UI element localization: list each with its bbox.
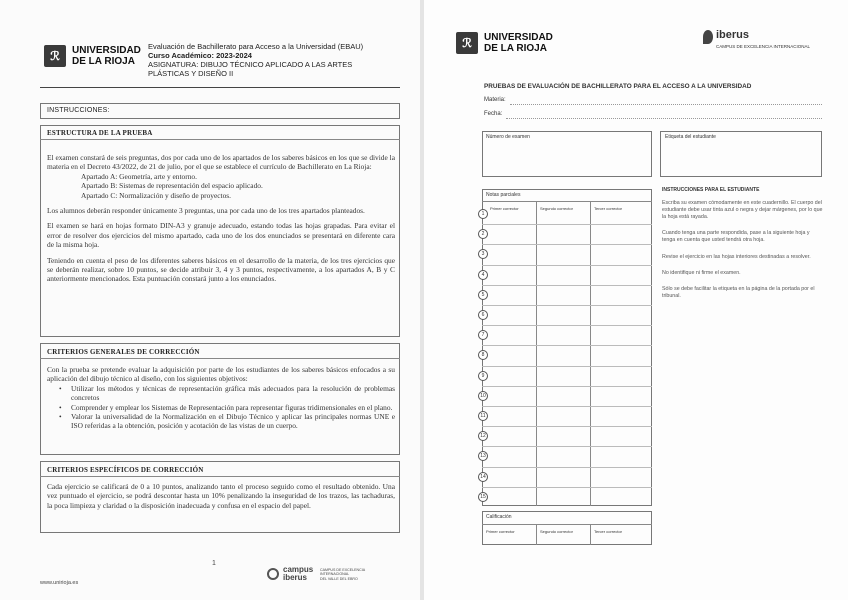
table-row-divider [482,285,652,286]
notas-parciales-label: Notas parciales [486,192,521,198]
criterios-especificos-rule [40,476,400,477]
instruccion-3: Revise el ejercicio en las hojas interiores destinadas a resolver. [662,254,811,260]
etiqueta-label: Etiqueta del estudiante [665,134,716,140]
table-row-divider [482,426,652,427]
question-number: 7 [478,330,488,340]
footer-campus: campus iberus [283,565,314,582]
table-divider [482,524,652,525]
table-row-divider [482,487,652,488]
criterios-especificos-text: Cada ejercicio se calificará de 0 a 10 puntos, analizando tanto el proceso seguido como el resultado obtenido. Una vez puntuado el ejercicio, se podrá descontar hasta un 10% penalizando la inseguridad de los trazos, las tachaduras, la poca limpieza y claridad o la disposición inadecuada y confusa en el espacio del papel. [47,482,395,510]
table-row-divider [482,467,652,468]
question-number: 15 [478,492,488,502]
notas-col-header: Primer corrector [490,206,519,211]
table-row-divider [482,366,652,367]
university-logo-icon: ℛ [456,32,478,54]
question-number: 14 [478,472,488,482]
table-col-divider [536,524,537,545]
question-number: 13 [478,451,488,461]
instruccion-5: Sólo se debe facilitar la etiqueta en la página de la portada por el tribunal. [662,286,815,299]
campus-iberus-logo-icon [267,568,279,580]
notas-col-header: Segundo corrector [540,206,573,211]
question-number: 8 [478,350,488,360]
criterios-generales-text: Con la prueba se pretende evaluar la adquisición por parte de los estudiantes de los saberes básicos enfocados a su aplicación del dibujo técnico al diseño, con los siguientes objetivos: • Utilizar los métodos y técnicas de representación gráfica más adecuados para la resolución de problemas concretos • Comprender y emplear los Sistemas de Representación para representar figuras tridimensionales en el plano. • Valorar la universalidad de la Normalización en el Dibujo Técnico y aplicar las principales normas UNE e ISO referidas a la obtención, posición y acotación de las vistas de un cuerpo. [47,365,395,431]
university-logo-icon: ℛ [44,45,66,67]
criterios-generales-title: CRITERIOS GENERALES DE CORRECCIÓN [47,348,200,356]
fecha-field[interactable] [506,118,822,119]
page-number: 1 [212,560,216,567]
calificacion-label: Calificación [486,514,512,520]
exam-title: PRUEBAS DE EVALUACIÓN DE BACHILLERATO PARA EL ACCESO A LA UNIVERSIDAD [484,83,752,90]
footer-url: www.unirioja.es [40,580,79,586]
question-number: 3 [478,249,488,259]
table-col-divider [590,524,591,545]
exam-header: Evaluación de Bachillerato para Acceso a la Universidad (EBAU) Curso Académico: 2023-2024 ASIGNATURA: DIBUJO TÉCNICO APLICADO A LAS ARTES PLÁSTICAS Y DISEÑO II [148,42,364,78]
question-number: 5 [478,290,488,300]
university-name: UNIVERSIDAD DE LA RIOJA [484,32,553,54]
criterios-generales-rule [40,358,400,359]
iberus-logo-icon [703,30,713,44]
fecha-label: Fecha: [484,111,503,117]
question-number: 6 [478,310,488,320]
list-item: • Valorar la universalidad de la Normalización en el Dibujo Técnico y aplicar las principales normas UNE e ISO referidas a la obtención, posición y acotación de las vistas de un cuerpo. [47,412,395,431]
question-number: 9 [478,371,488,381]
iberus-name: iberus [716,29,750,41]
list-item: • Utilizar los métodos y técnicas de representación gráfica más adecuados para la resolución de problemas concretos [47,384,395,403]
instruccion-1: Escriba su examen cómodamente en este cuadernillo. El cuerpo del estudiante debe usar tinta azul o negra y dejar márgenes, por lo que la hoja está rayada. [662,200,823,220]
numero-examen-label: Número de examen [486,134,530,140]
table-divider [482,201,652,202]
question-number: 2 [478,229,488,239]
instruccion-4: No identifique ni firme el examen. [662,270,741,276]
instrucciones-label: INSTRUCCIONES: [47,107,110,114]
notas-col-header: Tercer corrector [594,206,623,211]
instruccion-2: Cuando tenga una parte respondida, pase a la siguiente hoja y tenga en cuenta que usted tendrá otra hoja. [662,230,810,243]
estructura-text: El examen constará de seis preguntas, dos por cada uno de los apartados de los saberes básicos en los que se divide la materia en el Decreto 43/2022, de 21 de julio, por el que se establece el currículo de Bachillerato en La Rioja: Apartado A: Geometría, arte y entorno. Apartado B: Sistemas de representación del espacio aplicado. Apartado C: Normalización y diseño de proyectos. Los alumnos deberán responder únicamente 3 preguntas, una por cada uno de los tres apartados planteados. El examen se hará en hojas formato DIN-A3 y granuje adecuado, estando todas las hojas grapadas. Para evitar el error de resolver dos ejercicios del mismo apartado, cada uno de los dos enunciados se presentará en diferente cara de la misma hoja. Teniendo en cuenta el peso de los diferentes saberes básicos en el desarrollo de la materia, de los tres ejercicios que se deberán realizar, sobre 10 puntos, se decide atribuir 3, 4 y 3 puntos, respectivamente, a los apartados A, B y C anteriormente mencionados. Esta puntuación constará junto a los enunciados. [47,153,395,284]
estructura-title: ESTRUCTURA DE LA PRUEBA [47,129,153,137]
header-divider [40,87,400,88]
calif-col-header: Primer corrector [486,529,515,534]
university-name: UNIVERSIDAD DE LA RIOJA [72,45,141,67]
table-col-divider [590,201,591,506]
materia-field[interactable] [510,104,822,105]
table-row-divider [482,224,652,225]
calif-col-header: Segundo corrector [540,529,573,534]
criterios-especificos-title: CRITERIOS ESPECÍFICOS DE CORRECCIÓN [47,466,204,474]
question-number: 1 [478,209,488,219]
notas-parciales-table [482,189,652,506]
instrucciones-title: INSTRUCCIONES PARA EL ESTUDIANTE [662,187,760,193]
question-number: 12 [478,431,488,441]
estructura-rule [40,139,400,140]
table-row-divider [482,244,652,245]
list-item: • Comprender y emplear los Sistemas de Representación para representar figuras tridimensionales en el plano. [47,403,395,412]
footer-small: CAMPUS DE EXCELENCIA INTERNACIONAL DEL VALLE DEL EBRO [320,568,366,581]
table-row-divider [482,265,652,266]
table-row-divider [482,386,652,387]
table-row-divider [482,325,652,326]
question-number: 4 [478,270,488,280]
materia-label: Materia: [484,97,506,103]
table-col-divider [536,201,537,506]
table-row-divider [482,345,652,346]
question-number: 10 [478,391,488,401]
left-page [0,0,420,600]
table-row-divider [482,446,652,447]
right-page [424,0,848,600]
table-row-divider [482,305,652,306]
table-row-divider [482,406,652,407]
question-number: 11 [478,411,488,421]
iberus-subtitle: CAMPUS DE EXCELENCIA INTERNACIONAL [716,44,811,49]
calif-col-header: Tercer corrector [594,529,623,534]
